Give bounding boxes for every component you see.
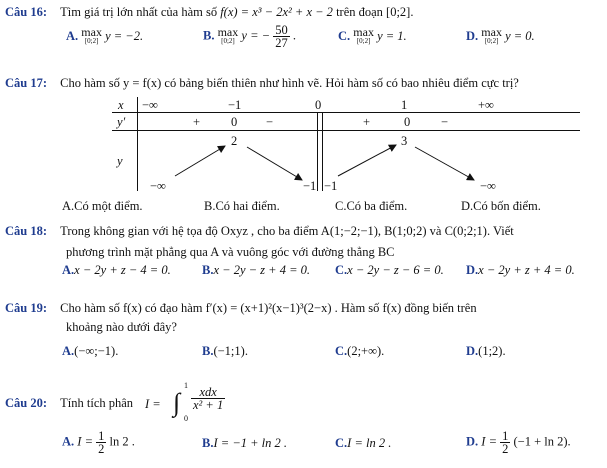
question-19-line1: Câu 19: Cho hàm số f(x) có đạo hàm f′(x) = (x+1)²(x−1)³(2−x) . Hàm số f(x) đồng biến trên — [5, 301, 477, 315]
question-18-line2: phương trình mặt phẳng qua A và vuông góc với đường thẳng BC — [66, 245, 395, 259]
question-19-line2: khoảng nào dưới đây? — [66, 320, 177, 334]
question-16-stem: Câu 16: Tìm giá trị lớn nhất của hàm số f(x) = x³ − 2x² + x − 2 trên đoạn [0;2]. — [5, 5, 414, 19]
question-20-label: Câu 20: — [5, 396, 48, 410]
q17-option-b[interactable]: B.Có hai điểm. — [204, 199, 280, 213]
q19-option-a[interactable]: A.(−∞;−1). — [62, 344, 119, 358]
question-19-label: Câu 19: — [5, 301, 48, 315]
question-18-line1: Câu 18: Trong không gian với hệ tọa độ Oxyz , cho ba điểm A(1;−2;−1), B(1;0;2) và C(0;2;1). Viết — [5, 224, 514, 238]
q19-option-b[interactable]: B.(−1;1). — [202, 344, 248, 358]
q16-option-a[interactable]: A. max [0;2] y = −2. — [66, 25, 144, 45]
q16-option-d[interactable]: D. max [0;2] y = 0. — [466, 25, 535, 45]
q16-option-c[interactable]: C. max [0;2] y = 1. — [338, 25, 407, 45]
question-16-label: Câu 16: — [5, 5, 48, 19]
q17-option-a[interactable]: A.Có một điểm. — [62, 199, 143, 213]
q16-option-b[interactable]: B. max [0;2] y = − $\frac{50}{27}$ . — [203, 23, 296, 50]
q18-option-b[interactable]: B.x − 2y − z + 4 = 0. — [202, 263, 311, 277]
q18-option-c[interactable]: C.x − 2y − z − 6 = 0. — [335, 263, 444, 277]
q17-option-d[interactable]: D.Có bốn điểm. — [461, 199, 541, 213]
q19-option-c[interactable]: C.(2;+∞). — [335, 344, 385, 358]
q18-option-d[interactable]: D.x − 2y + z + 4 = 0. — [466, 263, 575, 277]
q19-option-d[interactable]: D.(1;2). — [466, 344, 506, 358]
q18-option-a[interactable]: A.x − 2y + z − 4 = 0. — [62, 263, 171, 277]
question-17-stem: Câu 17: Cho hàm số y = f(x) có bảng biến thiên như hình vẽ. Hỏi hàm số có bao nhiêu điểm cực trị? — [5, 76, 519, 90]
q20-option-d[interactable]: D. I = $\frac{1}{2}$ (−1 + ln 2). — [466, 429, 571, 456]
q20-option-b[interactable]: B.I = −1 + ln 2 . — [202, 436, 288, 450]
q17-option-c[interactable]: C.Có ba điểm. — [335, 199, 408, 213]
question-18-label: Câu 18: — [5, 224, 48, 238]
q20-option-c[interactable]: C.I = ln 2 . — [335, 436, 392, 450]
q20-option-a[interactable]: A. I = $\frac{1}{2}$ ln 2 . — [62, 429, 135, 456]
question-20-stem: Câu 20: Tính tích phân — [5, 396, 134, 410]
question-17-label: Câu 17: — [5, 76, 48, 90]
